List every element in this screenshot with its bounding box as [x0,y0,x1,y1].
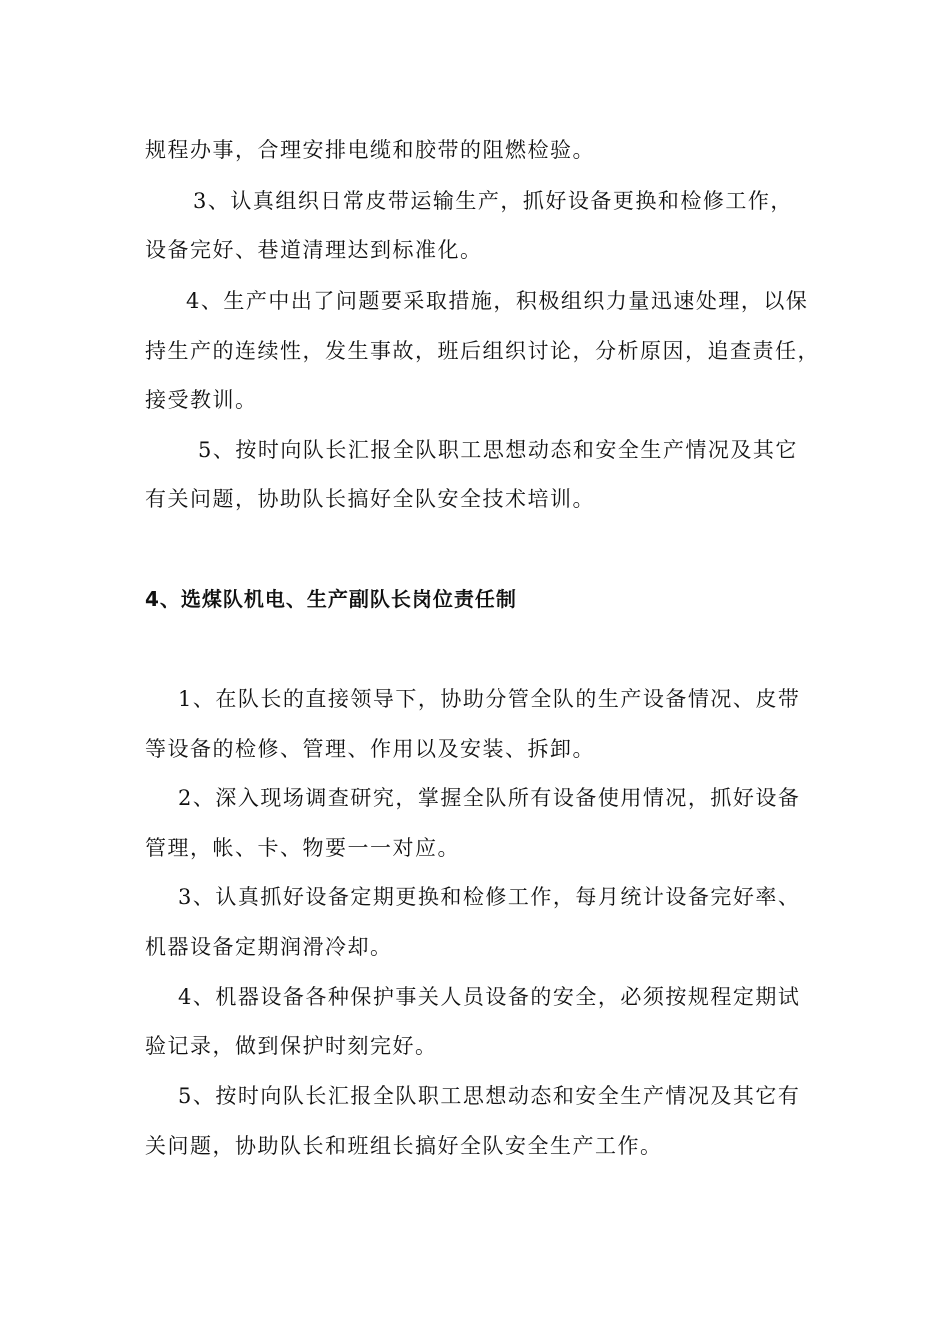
paragraph-line: 规程办事，合理安排电缆和胶带的阻燃检验。 [145,138,595,162]
section-heading: 4、选煤队机电、生产副队长岗位责任制 [145,587,517,611]
paragraph-line: 等设备的检修、管理、作用以及安装、拆卸。 [145,737,595,761]
paragraph-line: 5、按时向队长汇报全队职工思想动态和安全生产情况及其它 [198,438,798,462]
paragraph-line: 3、认真组织日常皮带运输生产，抓好设备更换和检修工作， [193,189,793,213]
paragraph-line: 5、按时向队长汇报全队职工思想动态和安全生产情况及其它有 [178,1084,801,1108]
paragraph-line: 管理，帐、卡、物要一一对应。 [145,836,460,860]
paragraph-line: 4、机器设备各种保护事关人员设备的安全，必须按规程定期试 [178,985,801,1009]
paragraph-line: 关问题，协助队长和班组长搞好全队安全生产工作。 [145,1134,663,1158]
paragraph-line: 持生产的连续性，发生事故，班后组织讨论，分析原因，追查责任， [145,339,820,363]
paragraph-line: 2、深入现场调查研究，掌握全队所有设备使用情况，抓好设备 [178,786,801,810]
paragraph-line: 机器设备定期润滑冷却。 [145,935,393,959]
paragraph-line: 设备完好、巷道清理达到标准化。 [145,238,483,262]
paragraph-line: 1、在队长的直接领导下，协助分管全队的生产设备情况、皮带 [178,687,801,711]
paragraph-line: 4、生产中出了问题要采取措施，积极组织力量迅速处理，以保 [186,289,809,313]
paragraph-line: 接受教训。 [145,388,258,412]
paragraph-line: 3、认真抓好设备定期更换和检修工作，每月统计设备完好率、 [178,885,801,909]
paragraph-line: 有关问题，协助队长搞好全队安全技术培训。 [145,487,595,511]
paragraph-line: 验记录，做到保护时刻完好。 [145,1034,438,1058]
